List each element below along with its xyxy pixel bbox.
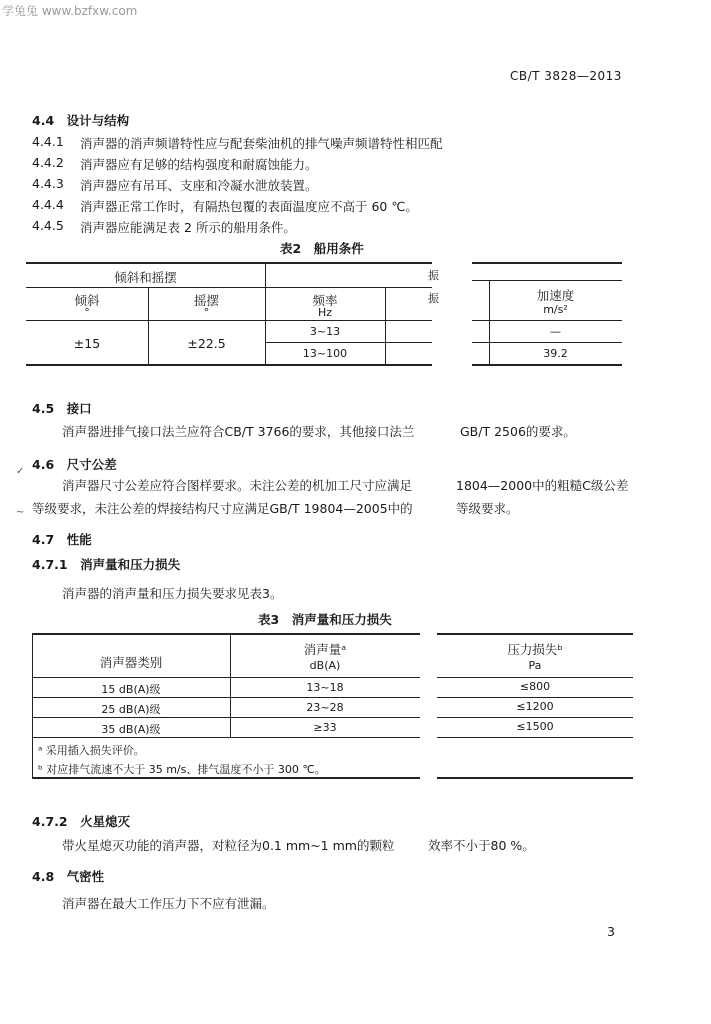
table2-accel-row-2: 39.2	[543, 347, 568, 360]
sec46-line1-b: 1804—2000中的粗糙C级公差	[456, 478, 629, 493]
table3-row-atten: ≥33	[313, 721, 337, 734]
table2-incline-value: ±15	[73, 336, 101, 351]
sec46-line2-a: 等级要求，未注公差的焊接结构尺寸应满足GB/T 19804—2005中的	[32, 501, 413, 516]
table2-caption: 表2 船用条件	[280, 241, 364, 256]
section-heading-4-7-2: 4.7.2 火星熄灭	[32, 814, 131, 829]
table2-freq-row-2: 13~100	[302, 347, 348, 360]
table3-row-type: 25 dB(A)级	[101, 703, 161, 716]
table3-row-atten: 13~18	[306, 681, 344, 694]
clause-num: 4.4.5	[32, 218, 64, 233]
table2-cut-col: 振	[428, 292, 439, 305]
table3-row-atten: 23~28	[306, 701, 344, 714]
table3-caption: 表3 消声量和压力损失	[258, 612, 392, 627]
clause-num: 4.4.2	[32, 155, 64, 170]
clause-num: 4.4.1	[32, 134, 64, 149]
sec48-text: 消声器在最大工作压力下不应有泄漏。	[62, 896, 275, 911]
section-heading-4-8: 4.8 气密性	[32, 869, 105, 884]
sec46-line1-a: 消声器尺寸公差应符合图样要求。未注公差的机加工尺寸应满足	[62, 478, 413, 493]
table2-group-header: 倾斜和摇摆	[114, 270, 177, 285]
table3-row-type: 15 dB(A)级	[101, 683, 161, 696]
table3-col-atten: 消声量ᵃ	[303, 642, 347, 657]
clause-text: 消声器应有足够的结构强度和耐腐蚀能力。	[80, 157, 318, 172]
table3-row-type: 35 dB(A)级	[101, 723, 161, 736]
standard-number: CB/T 3828—2013	[510, 69, 622, 83]
table3-row-loss: ≤1500	[516, 720, 554, 733]
watermark: 学兔兔 www.bzfxw.com	[2, 4, 138, 18]
sec472-text-a: 带火星熄灭功能的消声器，对粒径为0.1 mm~1 mm的颗粒	[62, 838, 395, 853]
sec45-text-a: 消声器进排气接口法兰应符合CB/T 3766的要求，其他接口法兰	[62, 424, 415, 439]
table2-col-accel-unit: m/s²	[543, 303, 568, 316]
table2-col-freq-unit: Hz	[317, 306, 333, 319]
clause-text: 消声器的消声频谱特性应与配套柴油机的排气噪声频谱特性相匹配	[80, 136, 443, 151]
sec45-text-b: GB/T 2506的要求。	[460, 424, 576, 439]
table3-note-a: ᵃ 采用插入损失评价。	[38, 744, 145, 757]
sec46-line2-b: 等级要求。	[456, 501, 519, 516]
clause-num: 4.4.4	[32, 197, 64, 212]
table2-freq-row-1: 3~13	[309, 325, 341, 338]
section-heading-4-4: 4.4 设计与结构	[32, 113, 130, 128]
table3-col-type: 消声器类别	[99, 655, 163, 670]
clause-text: 消声器应能满足表 2 所示的船用条件。	[80, 220, 296, 235]
table2-col-roll-unit: °	[203, 306, 210, 319]
clause-text: 消声器应有吊耳、支座和冷凝水泄放装置。	[80, 178, 318, 193]
table2-col-incline-unit: °	[84, 306, 90, 319]
table2-cut-header: 振	[428, 269, 439, 282]
table2-col-accel: 加速度	[536, 288, 575, 303]
table2-roll-value: ±22.5	[187, 336, 226, 351]
page-number: 3	[607, 924, 615, 939]
table3-col-atten-unit: dB(A)	[309, 659, 341, 672]
table2-col-incline: 倾斜	[74, 293, 100, 308]
sec47-intro: 消声器的消声量和压力损失要求见表3。	[62, 586, 283, 601]
section-heading-4-7: 4.7 性能	[32, 532, 92, 547]
section-heading-4-6: 4.6 尺寸公差	[32, 457, 117, 472]
table2-col-freq: 频率	[312, 293, 338, 308]
table3-col-loss-unit: Pa	[528, 659, 542, 672]
table2-col-roll: 摇摆	[193, 293, 219, 308]
table3-col-loss: 压力损失ᵇ	[507, 642, 563, 657]
clause-text: 消声器正常工作时，有隔热包覆的表面温度应不高于 60 ℃。	[80, 199, 418, 214]
table2-accel-row-1: —	[550, 325, 561, 338]
section-heading-4-7-1: 4.7.1 消声量和压力损失	[32, 557, 181, 572]
table3-row-loss: ≤800	[519, 680, 551, 693]
section-heading-4-5: 4.5 接口	[32, 401, 92, 416]
table3-note-b: ᵇ 对应排气流速不大于 35 m/s、排气温度不小于 300 ℃。	[38, 763, 326, 776]
table3-row-loss: ≤1200	[516, 700, 554, 713]
clause-num: 4.4.3	[32, 176, 64, 191]
sec472-text-b: 效率不小于80 %。	[428, 838, 535, 853]
